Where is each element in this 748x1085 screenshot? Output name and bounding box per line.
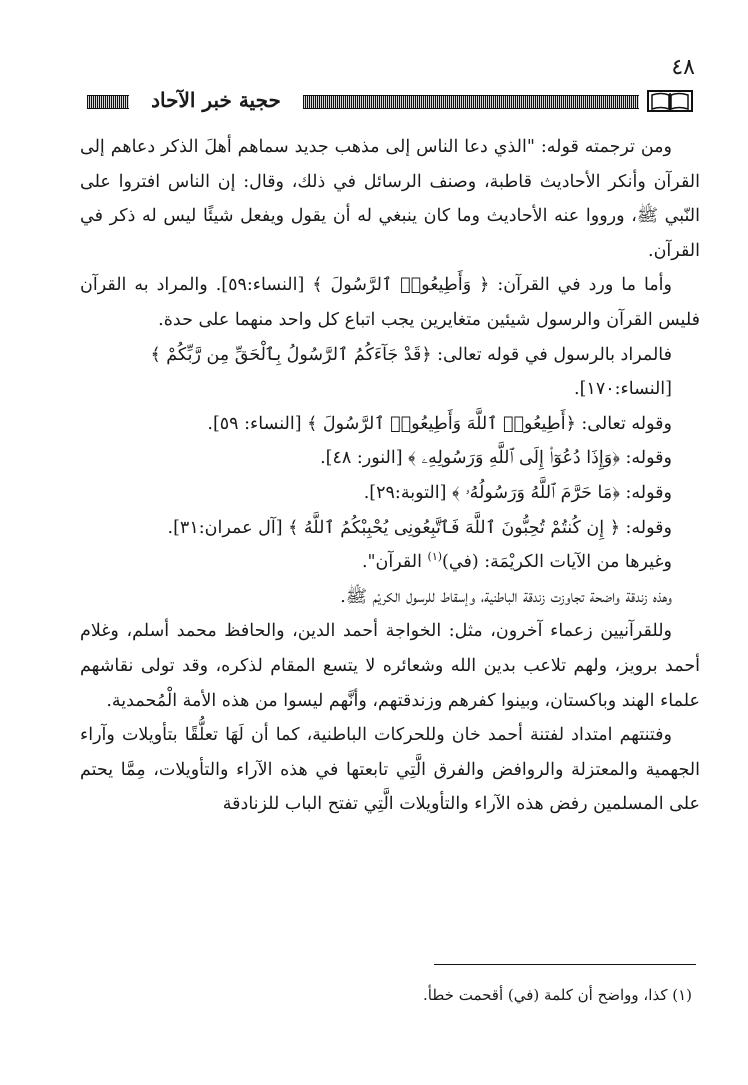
paragraph-8-tail: القرآن".: [361, 552, 428, 573]
paragraph-8: [80, 545, 700, 580]
footnote-separator: [434, 964, 696, 965]
paragraph-2: وأما ما ورد في القرآن: ﴿ وَأَطِيعُوا۟ ٱلرَّسُولَ ﴾ [النساء:٥٩]. والمراد به القرآن فليس القرآن والرسول شيئين متغايرين يجب اتباع كل واحد منهما على حدة.: [80, 275, 700, 330]
header-ornament-left: [87, 95, 129, 109]
paragraph-10: وللقرآنيين زعماء آخرون، مثل: الخواجة أحمد الدين، والحافظ محمد أسلم، وغلام أحمد برويز، ولهم تلاعب بدين الله وشعائره لا يتسع المقام لذكره، وقد تولى نقاشهم علماء الهند وباكستان، وبينوا كفرهم وزندقتهم، وأنَّهم ليسوا من هذه الأمة الْمُحمدية.: [80, 621, 700, 711]
page-number: ٤٨: [671, 55, 695, 80]
paragraph-8-text: وغيرها من الآيات الكريْمَة: (في): [442, 552, 672, 573]
running-header: [87, 86, 693, 114]
main-text: [80, 130, 700, 822]
header-title: حجية خبر الآحاد: [151, 88, 281, 112]
header-ornament-right: [303, 95, 639, 109]
open-book-icon: [647, 89, 693, 113]
paragraph-7: وقوله: ﴿ إِن كُنتُمْ تُحِبُّونَ ٱللَّهَ فَٱتَّبِعُونِى يُحْبِبْكُمُ ٱللَّهُ ﴾ [آل عمران:٣١].: [167, 517, 672, 538]
paragraph-4: وقوله تعالى: ﴿أَطِيعُوا۟ ٱللَّهَ وَأَطِيعُوا۟ ٱلرَّسُولَ ﴾ [النساء: ٥٩].: [207, 413, 672, 434]
footnote-reference: (١): [427, 550, 443, 564]
paragraph-9: وهذه زندقة واضحة تجاوزت زندقة الباطنية، وإسقاط للرسول الكريْم ﷺ.: [340, 586, 672, 607]
paragraph-5: وقوله: ﴿وَإِذَا دُعُوٓا۟ إِلَى ٱللَّهِ وَرَسُولِهِۦ ﴾ [النور: ٤٨].: [320, 448, 672, 469]
footnote: (١) كذا، وواضح أن كلمة (في) أقحمت خطأ.: [423, 986, 692, 1004]
paragraph-1: ومن ترجمته قوله: "الذي دعا الناس إلى مذهب جديد سماهم أهلَ الذكر دعاهم إلى القرآن وأنكر الأحاديث قاطبة، وصنف الرسائل في ذلك، وقال: إن الناس افتروا على النّبي ﷺ، ورووا عنه الأحاديث وما كان ينبغي له أن يقول ويفعل شيئًا ليس له ذكر في القرآن.: [80, 137, 700, 261]
paragraph-11: وفتنتهم امتداد لفتنة أحمد خان وللحركات الباطنية، كما أن لَهَا تعلُّقًا بتأويلات وآراء الجهمية والمعتزلة والروافض والفرق الَّتِي تابعتها في هذه الآراء والتأويلات، مِمَّا يحتم على المسلمين رفض هذه الآراء والتأويلات الَّتِي تفتح الباب للزنادقة: [80, 725, 700, 815]
paragraph-6: وقوله: ﴿مَا حَرَّمَ ٱللَّهُ وَرَسُولُهُۥ ﴾ [التوبة:٢٩].: [363, 482, 672, 503]
paragraph-3: فالمراد بالرسول في قوله تعالى: ﴿قَدْ جَآءَكُمُ ٱلرَّسُولُ بِٱلْحَقِّ مِن رَّبِّكُمْ ﴾ [النساء:١٧٠].: [150, 344, 672, 400]
